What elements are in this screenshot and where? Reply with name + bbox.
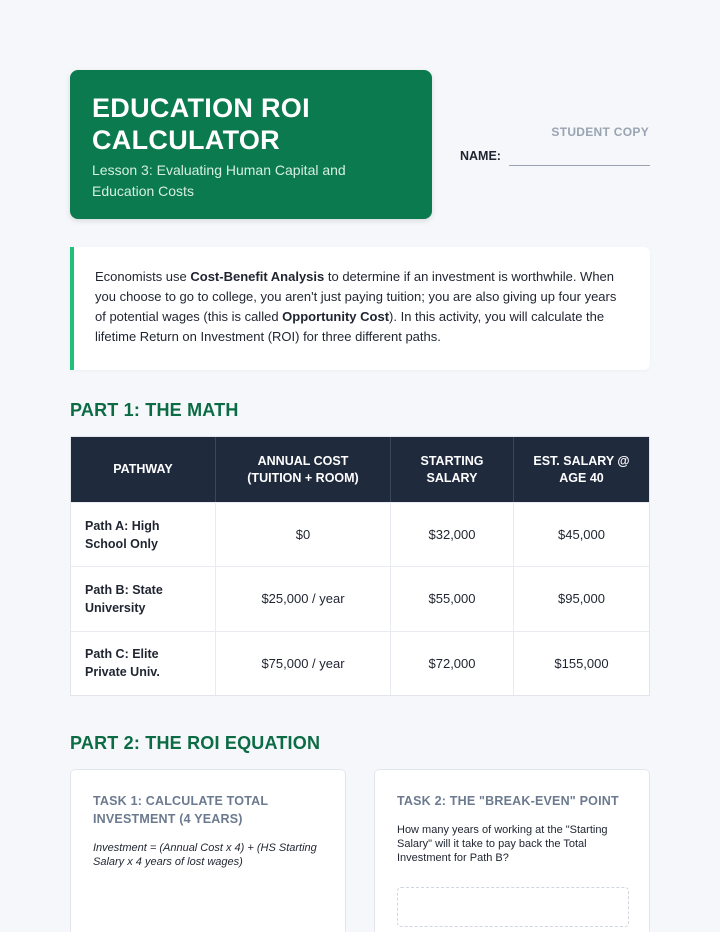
table-cell: $55,000	[391, 567, 514, 630]
table-cell-pathway: Path A: High School Only	[71, 503, 216, 566]
table-cell: $72,000	[391, 632, 514, 695]
table-cell: $75,000 / year	[216, 632, 391, 695]
task1-formula: Investment = (Annual Cost x 4) + (HS Starting Salary x 4 years of lost wages)	[93, 842, 317, 868]
task2-answer-box[interactable]	[397, 887, 629, 927]
table-row	[71, 631, 649, 695]
part1-heading: PART 1: THE MATH	[70, 400, 239, 420]
table-cell: $45,000	[558, 527, 605, 543]
task1-card	[70, 769, 346, 932]
pathway-table	[70, 436, 650, 696]
table-cell-pathway: Path B: State University	[71, 567, 216, 630]
table-cell-pathway: Path C: Elite Private Univ.	[71, 632, 216, 695]
column-header: EST. SALARY @ AGE 40	[533, 453, 630, 485]
table-row	[71, 502, 649, 566]
title-card	[70, 70, 432, 219]
intro-callout	[70, 247, 650, 370]
task2-question: How many years of working at the "Starting Salary" will it take to pay back the Total Investment for Path B?	[397, 824, 608, 864]
column-header: ANNUAL COST (TUITION + ROOM)	[216, 437, 391, 502]
name-label: NAME:	[460, 149, 501, 163]
table-cell: $95,000	[558, 591, 605, 607]
task2-card	[374, 769, 650, 932]
task1-title: TASK 1: CALCULATE TOTAL INVESTMENT (4 YEARS)	[93, 794, 268, 826]
table-cell: $32,000	[391, 503, 514, 566]
intro-text-2: to determine if an investment is worthwhile. When you choose to go to college, you aren't just paying tuition; you are also giving up four years of potential wages (this is called	[95, 269, 617, 324]
page-title: EDUCATION ROI CALCULATOR	[92, 93, 310, 155]
table-row	[71, 566, 649, 630]
task2-title: TASK 2: THE "BREAK-EVEN" POINT	[397, 794, 619, 808]
name-write-line[interactable]	[509, 165, 650, 166]
intro-text-1: Economists use	[95, 269, 191, 284]
intro-bold-cost-benefit: Cost-Benefit Analysis	[190, 269, 325, 284]
table-cell: $155,000	[554, 655, 609, 671]
column-header: STARTING SALARY	[391, 437, 514, 502]
table-header-row	[71, 437, 649, 502]
intro-text-3: ). In this activity, you will calculate the lifetime Return on Investment (ROI) for three different paths.	[95, 309, 605, 344]
name-field-row	[460, 148, 650, 168]
page-subtitle: Lesson 3: Evaluating Human Capital and Education Costs	[92, 162, 346, 199]
intro-bold-opportunity-cost: Opportunity Cost	[282, 309, 390, 324]
column-header: PATHWAY	[71, 437, 216, 502]
student-copy-label: STUDENT COPY	[551, 125, 649, 139]
part2-heading: PART 2: THE ROI EQUATION	[70, 733, 321, 753]
table-cell: $25,000 / year	[216, 567, 391, 630]
table-cell: $0	[216, 503, 391, 566]
